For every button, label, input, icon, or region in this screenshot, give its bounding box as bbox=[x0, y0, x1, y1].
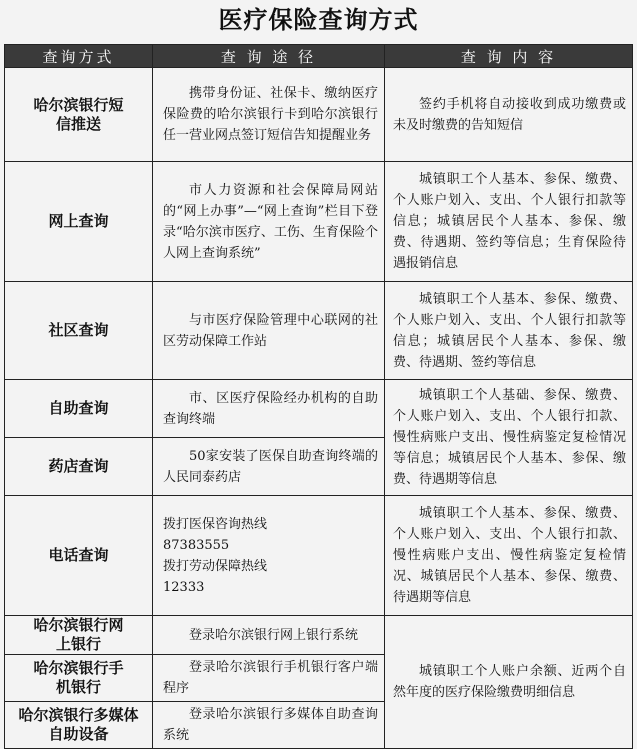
header-method: 查询方式 bbox=[5, 45, 153, 68]
method-cell: 哈尔滨银行手机银行 bbox=[5, 655, 153, 702]
content-cell: 城镇职工个人基础、参保、缴费、个人账户划入、支出、个人银行扣款、慢性病账户支出、慢性病鉴定复检情况等信息；城镇居民个人基本、参保、缴费、待遇期等信息 bbox=[385, 380, 633, 496]
content-cell: 城镇职工个人基本、参保、缴费、个人账户划入、支出、个人银行扣款等信息；城镇居民个人基本、参保、缴费、待遇期、签约等信息；生育保险待遇报销信息 bbox=[385, 162, 633, 282]
method-cell: 哈尔滨银行多媒体自助设备 bbox=[5, 702, 153, 749]
table-row bbox=[5, 616, 633, 655]
page-title: 医疗保险查询方式 bbox=[218, 6, 419, 34]
hotline-label-1: 拨打医保咨询热线 bbox=[163, 516, 268, 532]
content-cell: 城镇职工个人账户余额、近两个自然年度的医疗保险缴费明细信息 bbox=[385, 616, 633, 749]
content-cell: 城镇职工个人基本、参保、缴费、个人账户划入、支出、个人银行扣款等信息；城镇居民个人基本、参保、缴费、待遇期、签约等信息 bbox=[385, 282, 633, 380]
method-cell: 网上查询 bbox=[5, 162, 153, 282]
header-content: 查 询 内 容 bbox=[385, 45, 633, 68]
channel-cell: 市、区医疗保险经办机构的自助查询终端 bbox=[153, 380, 385, 438]
method-cell: 药店查询 bbox=[5, 438, 153, 496]
table-row bbox=[5, 496, 633, 616]
content-cell: 签约手机将自动接收到成功缴费或未及时缴费的告知短信 bbox=[385, 68, 633, 162]
query-methods-table bbox=[4, 44, 633, 749]
method-cell: 电话查询 bbox=[5, 496, 153, 616]
channel-cell: 登录哈尔滨银行手机银行客户端程序 bbox=[153, 655, 385, 702]
channel-cell: 登录哈尔滨银行多媒体自助查询系统 bbox=[153, 702, 385, 749]
hotline-label-2: 拨打劳动保障热线 bbox=[163, 558, 268, 574]
channel-cell: 登录哈尔滨银行网上银行系统 bbox=[153, 616, 385, 655]
table-row bbox=[5, 162, 633, 282]
content-cell: 城镇职工个人基本、参保、缴费、个人账户划入、支出、个人银行扣款、慢性病账户支出、慢性病鉴定复检情况、城镇居民个人基本、参保、缴费、待遇期等信息 bbox=[385, 496, 633, 616]
channel-cell: 与市医疗保险管理中心联网的社区劳动保障工作站 bbox=[153, 282, 385, 380]
header-channel: 查 询 途 径 bbox=[153, 45, 385, 68]
hotline-number-1: 87383555 bbox=[163, 537, 230, 553]
channel-cell: 50家安装了医保自助查询终端的人民同泰药店 bbox=[153, 438, 385, 496]
method-cell: 哈尔滨银行短信推送 bbox=[5, 68, 153, 162]
channel-cell: 携带身份证、社保卡、缴纳医疗保险费的哈尔滨银行卡到哈尔滨银行任一营业网点签订短信告知提醒业务 bbox=[153, 68, 385, 162]
hotline-number-2: 12333 bbox=[163, 579, 205, 595]
method-cell: 自助查询 bbox=[5, 380, 153, 438]
table-header-row bbox=[5, 45, 633, 68]
table-row bbox=[5, 68, 633, 162]
table-row bbox=[5, 380, 633, 438]
channel-cell bbox=[153, 496, 385, 616]
method-cell: 社区查询 bbox=[5, 282, 153, 380]
channel-cell: 市人力资源和社会保障局网站的“网上办事”—“网上查询”栏目下登录“哈尔滨市医疗、工伤、生育保险个人网上查询系统” bbox=[153, 162, 385, 282]
table-row bbox=[5, 282, 633, 380]
method-cell: 哈尔滨银行网上银行 bbox=[5, 616, 153, 655]
